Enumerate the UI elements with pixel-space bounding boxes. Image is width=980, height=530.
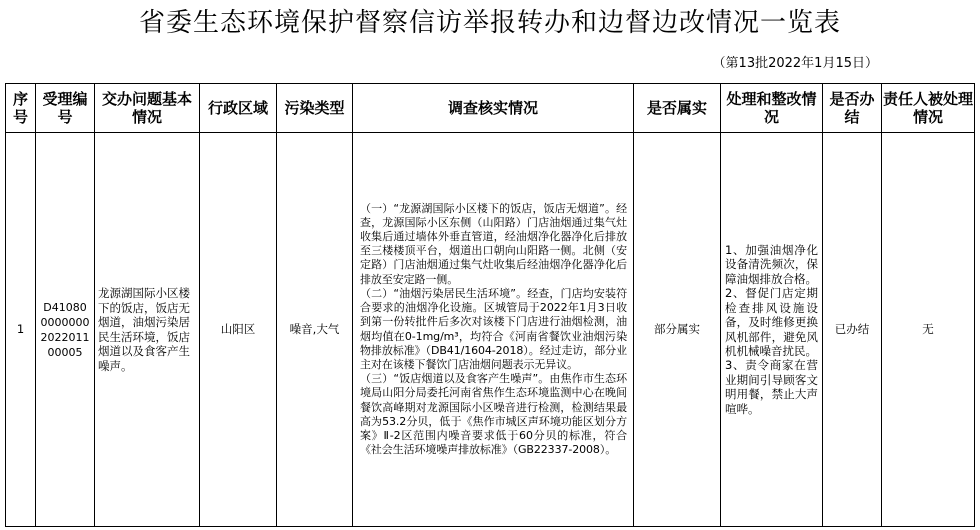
header-seq: 序号 xyxy=(6,84,36,133)
investigation-paragraph-3: （三）“饭店烟道以及食客产生噪声”。由焦作市生态环境局山阳分局委托河南省焦作生态环境监测中心在晚间餐饮高峰期对龙源国际小区噪音进行检测，检测结果最高为53.2分贝，低于《焦作市城区声环境功能区划分方案》Ⅱ-2区范围内噪音要求低于60分贝的标准，符合《社会生活环境噪声排放标准》（GB22337-2008）。 xyxy=(360,372,627,457)
cell-investigation xyxy=(353,133,634,527)
table-row xyxy=(6,133,975,527)
header-accountability: 责任人被处理情况 xyxy=(882,84,975,133)
rectification-item-3: 3、责令商家在营业期间引导顾客文明用餐，禁止大声喧哗。 xyxy=(725,358,818,416)
cell-pollution: 噪音,大气 xyxy=(277,133,353,527)
cell-code: D410800000000202201100005 xyxy=(36,133,95,527)
header-rectification: 处理和整改情况 xyxy=(721,84,823,133)
cell-verified: 部分属实 xyxy=(634,133,721,527)
rectification-item-2: 2、督促门店定期检查排风设施设备，及时维修更换风机部件，避免风机机械噪音扰民。 xyxy=(725,286,818,358)
cell-closed: 已办结 xyxy=(823,133,882,527)
header-code: 受理编号 xyxy=(36,84,95,133)
header-problem: 交办问题基本情况 xyxy=(95,84,200,133)
rectification-item-1: 1、加强油烟净化设备清洗频次，保障油烟排放合格。 xyxy=(725,243,818,286)
header-closed: 是否办结 xyxy=(823,84,882,133)
cell-accountability: 无 xyxy=(882,133,975,527)
investigation-paragraph-1: （一）“龙源湖国际小区楼下的饭店，饭店无烟道”。经查，龙源国际小区东侧（山阳路）门店油烟通过集气灶收集后通过墙体外垂直管道，经油烟净化器净化后排放至三楼楼顶平台，烟道出口朝向山阳路一侧。北侧（安定路）门店油烟通过集气灶收集后经油烟净化器净化后排放至安定路一侧。 xyxy=(360,201,627,286)
table-header-row xyxy=(6,84,975,133)
header-verified: 是否属实 xyxy=(634,84,721,133)
cell-region: 山阳区 xyxy=(200,133,277,527)
cell-problem: 龙源湖国际小区楼下的饭店，饭店无烟道，油烟污染居民生活环境，饭店烟道以及食客产生噪声。 xyxy=(95,133,200,527)
header-pollution: 污染类型 xyxy=(277,84,353,133)
batch-note: （第13批2022年1月15日） xyxy=(712,56,878,71)
cell-rectification xyxy=(721,133,823,527)
investigation-paragraph-2: （二）“油烟污染居民生活环境”。经查，门店均安装符合要求的油烟净化设施。区城管局于2022年1月3日收到第一份转批件后多次对该楼下门店进行油烟检测，油烟均值在0-1mg/m³，均符合《河南省餐饮业油烟污染物排放标准》（DB41/1604-2018）。经过走访，部分业主对在该楼下餐饮门店油烟问题表示无异议。 xyxy=(360,286,627,371)
report-table xyxy=(5,83,975,527)
header-region: 行政区域 xyxy=(200,84,277,133)
cell-seq: 1 xyxy=(6,133,36,527)
page-title: 省委生态环境保护督察信访举报转办和边督边改情况一览表 xyxy=(138,8,841,38)
header-investigation: 调查核实情况 xyxy=(353,84,634,133)
